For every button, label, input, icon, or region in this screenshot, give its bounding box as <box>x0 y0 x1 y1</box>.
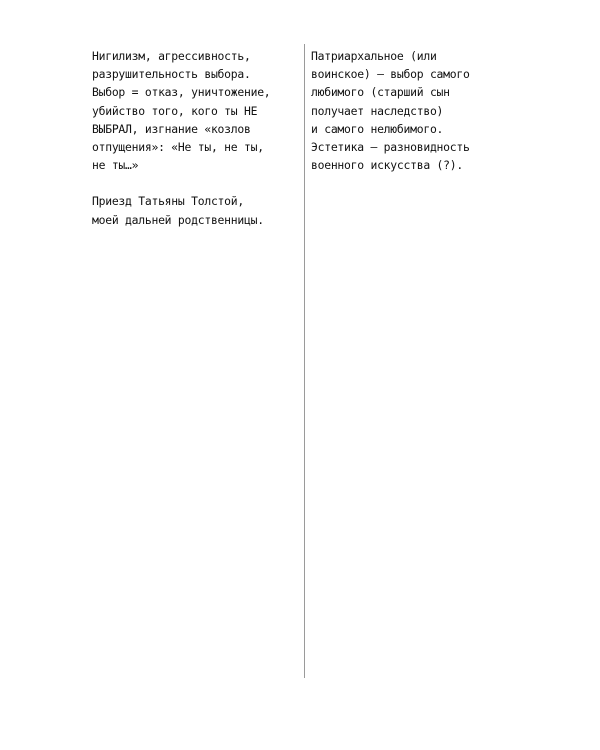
text-line: моей дальней родственницы. <box>92 212 264 227</box>
text-line: разрушительность выбора. <box>92 67 251 82</box>
text-line: Приезд Татьяны Толстой, <box>92 194 244 209</box>
text-line: Выбор = отказ, уничтожение, <box>92 85 271 100</box>
text-line: не ты…» <box>92 158 139 173</box>
left-paragraph-arrival <box>92 192 302 228</box>
text-line: получает наследство) <box>311 103 444 118</box>
text-line: воинское) – выбор самого <box>311 67 470 82</box>
text-line: Нигилизм, агрессивность, <box>92 49 251 63</box>
column-divider <box>304 44 305 678</box>
right-column <box>311 47 511 174</box>
text-line: Эстетика – разновидность <box>311 140 470 155</box>
text-line: убийство того, кого ты НЕ <box>92 103 258 118</box>
text-line: отпущения»: «Не ты, не ты, <box>92 140 264 155</box>
text-line: ВЫБРАЛ, изгнание «козлов <box>92 121 251 136</box>
text-line: и самого нелюбимого. <box>311 121 444 136</box>
text-line: Патриархальное (или <box>311 49 437 63</box>
left-paragraph-nihilism <box>92 47 302 174</box>
right-paragraph-patriarchal <box>311 47 511 174</box>
text-line: военного искусства (?). <box>311 158 463 173</box>
left-column <box>92 47 302 229</box>
text-line: любимого (старший сын <box>311 85 450 100</box>
